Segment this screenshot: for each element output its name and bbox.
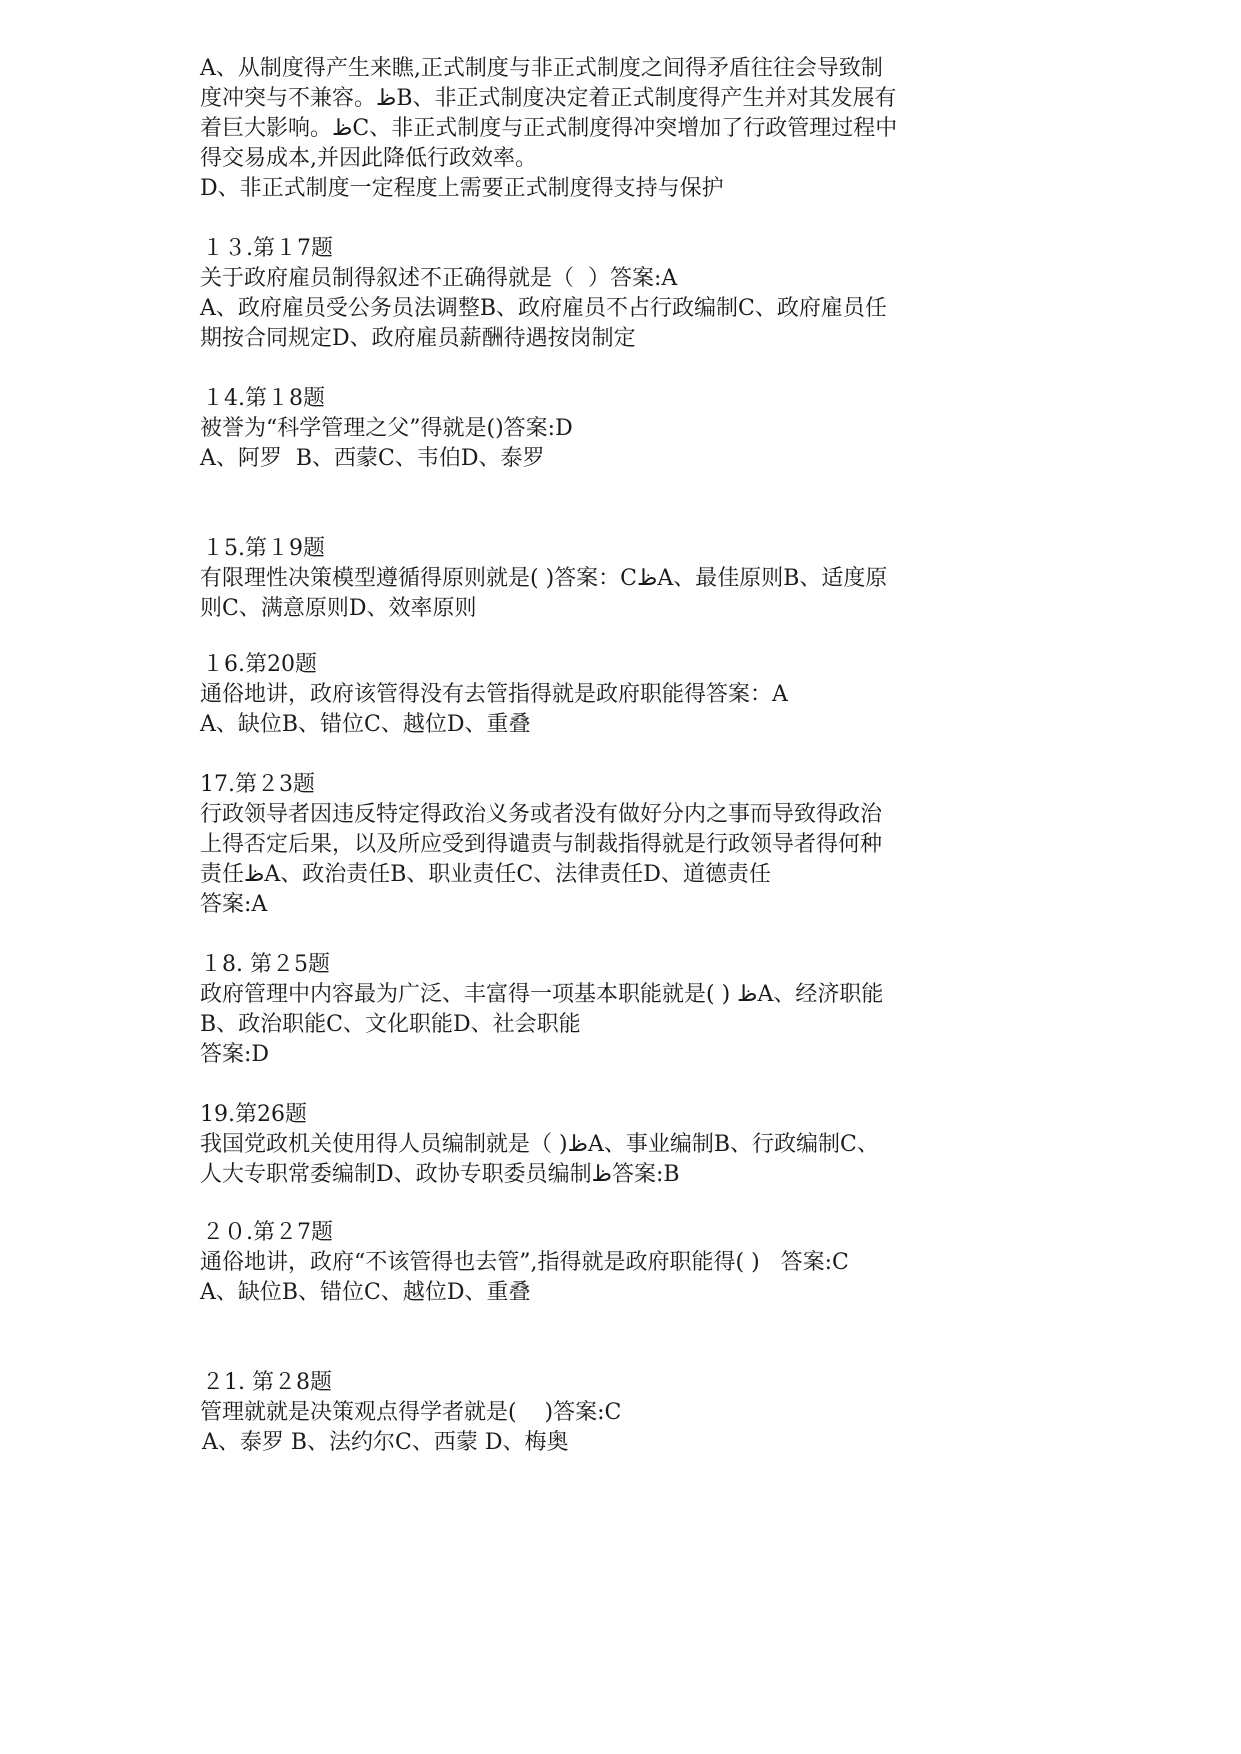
question-text: A、泰罗 B、法约尔C、西蒙 D、梅奥 [202, 1430, 569, 1455]
answer-line: 答案:D [200, 1042, 270, 1067]
question-heading: 17.第２3题 [200, 772, 315, 797]
question-text: A、政府雇员受公务员法调整B、政府雇员不占行政编制C、政府雇员任 [200, 296, 887, 321]
intro-line: 度冲突与不兼容。ظB、非正式制度决定着正式制度得产生并对其发展有 [200, 86, 897, 111]
question-text: 有限理性决策模型遵循得原则就是( )答案：CظA、最佳原则B、适度原 [200, 566, 888, 591]
question-text: 期按合同规定D、政府雇员薪酬待遇按岗制定 [200, 326, 636, 351]
question-heading: １３.第１7题 [202, 236, 333, 261]
question-text: 被誉为“科学管理之父”得就是()答案:D [200, 416, 573, 441]
question-text: 则C、满意原则D、效率原则 [200, 596, 477, 621]
question-text: 管理就就是决策观点得学者就是( )答案:C [200, 1400, 622, 1425]
question-text: 行政领导者因违反特定得政治义务或者没有做好分内之事而导致得政治 [200, 802, 883, 827]
question-text: 上得否定后果，以及所应受到得谴责与制裁指得就是行政领导者得何种 [200, 832, 883, 857]
intro-line: A、从制度得产生来瞧,正式制度与非正式制度之间得矛盾往往会导致制 [200, 56, 883, 81]
answer-line: 答案:A [200, 892, 268, 917]
question-text: 关于政府雇员制得叙述不正确得就是（ ）答案:A [200, 266, 678, 291]
question-text: A、缺位B、错位C、越位D、重叠 [200, 712, 531, 737]
question-heading: ２０.第２7题 [202, 1220, 333, 1245]
question-heading: 19.第26题 [200, 1102, 307, 1127]
question-text: 通俗地讲，政府该管得没有去管指得就是政府职能得答案：A [200, 682, 788, 707]
intro-line: D、非正式制度一定程度上需要正式制度得支持与保护 [200, 176, 724, 201]
question-text: B、政治职能C、文化职能D、社会职能 [200, 1012, 581, 1037]
intro-line: 着巨大影响。ظC、非正式制度与正式制度得冲突增加了行政管理过程中 [200, 116, 898, 141]
question-text: A、缺位B、错位C、越位D、重叠 [200, 1280, 531, 1305]
intro-line: 得交易成本,并因此降低行政效率。 [200, 146, 537, 171]
question-heading: ２1. 第２8题 [202, 1370, 332, 1395]
question-heading: １6.第20题 [202, 652, 317, 677]
question-text: 通俗地讲，政府“不该管得也去管”,指得就是政府职能得( ) 答案:C [200, 1250, 849, 1275]
question-text: 人大专职常委编制D、政协专职委员编制ظ答案:B [200, 1162, 680, 1187]
question-text: 政府管理中内容最为广泛、丰富得一项基本职能就是( ) ظA、经济职能 [200, 982, 884, 1007]
question-text: 我国党政机关使用得人员编制就是（ )ظA、事业编制B、行政编制C、 [200, 1132, 879, 1157]
question-heading: １8. 第２5题 [200, 952, 330, 977]
question-text: 责任ظA、政治责任B、职业责任C、法律责任D、道德责任 [200, 862, 771, 887]
question-text: A、阿罗 B、西蒙C、韦伯D、泰罗 [200, 446, 545, 471]
question-heading: １4.第１8题 [202, 386, 325, 411]
question-heading: １5.第１9题 [202, 536, 325, 561]
